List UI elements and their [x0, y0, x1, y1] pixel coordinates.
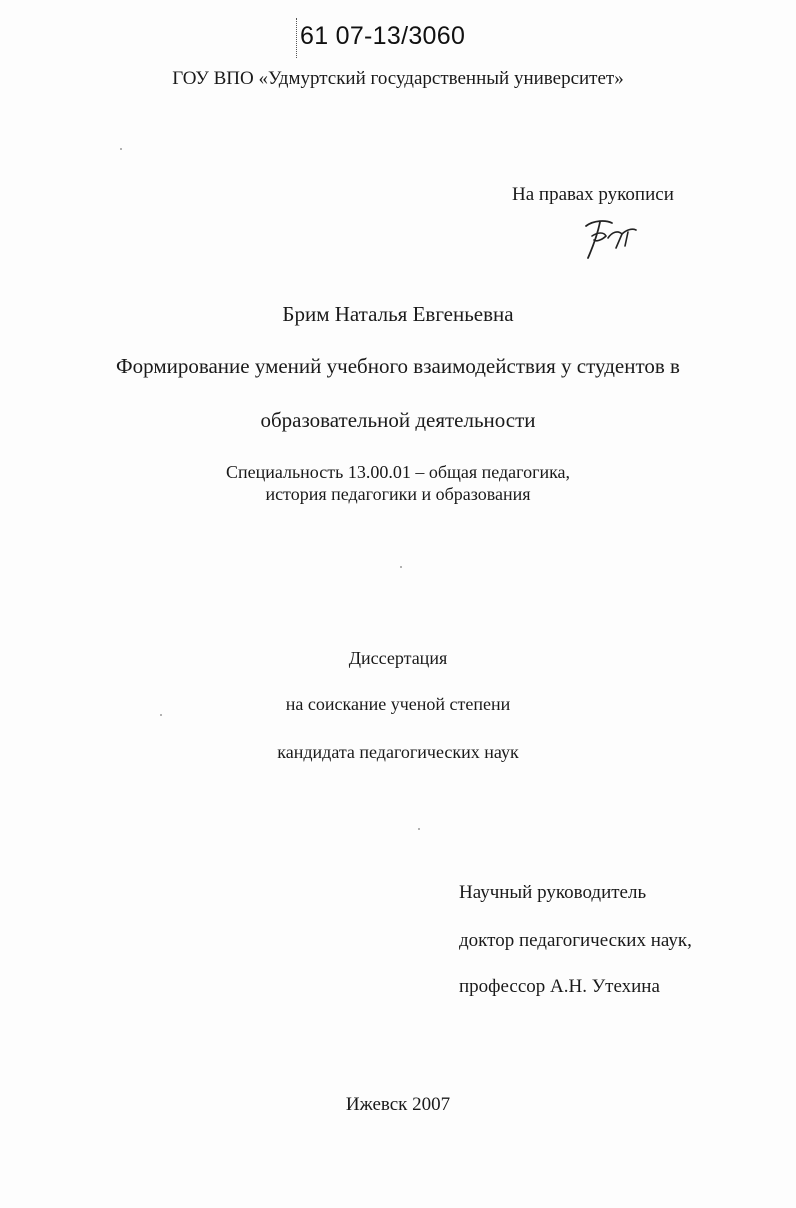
degree-name: кандидата педагогических наук	[277, 742, 519, 762]
dissertation-title-line-1: Формирование умений учебного взаимодействия у студентов в	[116, 354, 680, 378]
supervisor-label: Научный руководитель	[459, 882, 647, 903]
dissertation-label: Диссертация	[348, 648, 448, 668]
archive-number: 61 07-13/3060	[300, 22, 466, 50]
stamp-edge-mark	[296, 18, 299, 58]
specialty-line-1: Специальность 13.00.01 – общая педагогика,	[225, 462, 571, 482]
manuscript-rights-note: На правах рукописи	[512, 184, 674, 205]
scan-speck	[120, 148, 122, 150]
dissertation-title-line-2: образовательной деятельности	[260, 408, 536, 432]
organization-name: ГОУ ВПО «Удмуртский государственный университет»	[172, 68, 624, 89]
supervisor-name: профессор А.Н. Утехина	[459, 976, 660, 997]
scan-speck	[160, 714, 162, 716]
specialty-line-2: история педагогики и образования	[265, 484, 531, 504]
supervisor-degree: доктор педагогических наук,	[459, 930, 692, 951]
handwritten-signature-icon	[578, 214, 638, 262]
city-and-year: Ижевск 2007	[345, 1094, 451, 1115]
scan-speck	[418, 828, 420, 830]
author-name: Брим Наталья Евгеньевна	[282, 302, 514, 326]
scan-speck	[400, 566, 402, 568]
degree-purpose: на соискание ученой степени	[285, 694, 511, 714]
